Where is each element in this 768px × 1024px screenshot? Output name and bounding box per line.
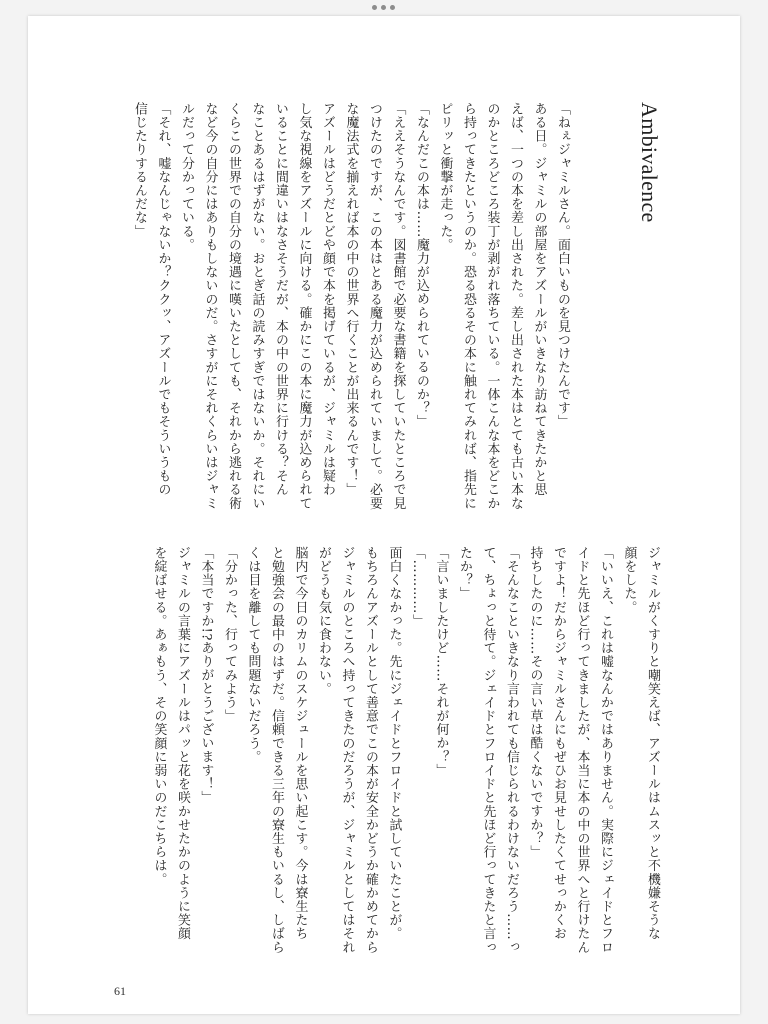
upper-text-block: [114, 102, 574, 522]
text-line: ら持ってきたというのか。恐る恐るその本に触れてみれば、指先に: [461, 102, 476, 510]
text-line: な魔法式を揃えれば本の中の世界へ行くことが出来るんです！」: [343, 102, 359, 497]
text-line: ピリッと衝撃が走った。: [437, 102, 453, 252]
page-indicator-dots: [372, 5, 395, 10]
text-line: など今の自分にはありもしないのだ。さすがにそれくらいはジャミ: [202, 102, 218, 510]
text-line: がどうも気に食わない。: [316, 546, 331, 696]
text-line: たか？」: [457, 546, 472, 601]
text-line: ですよ！だからジャミルさんにもぜひお見せしたくてせっかくお: [551, 546, 566, 941]
text-line: 「…………」: [410, 546, 425, 628]
text-line: 「ええそうなんです。図書館で必要な書籍を探していたところで見: [390, 102, 406, 510]
text-line: ジャミルの言葉にアズールはパッと花を咲かせたかのように笑顔: [175, 546, 190, 941]
text-line: 「それ、嘘なんじゃないか？ククッ、アズールでもそういうもの: [155, 102, 171, 497]
page-number: 61: [114, 984, 126, 998]
book-page: [28, 16, 740, 1014]
text-line: 「言いましたけど……それが何か？」: [433, 546, 449, 778]
text-line: 「そんなこといきなり言われても信じられるわけないだろう……っ: [504, 546, 519, 954]
text-line: 持ちしたのに……その言い草は酷くないですか？」: [527, 546, 543, 859]
text-line: ルだって分かっている。: [179, 102, 194, 252]
text-line: のかところどころ装丁が剥がれ落ちている。一体こんな本をどこか: [484, 102, 500, 510]
text-line: 「分かった、行ってみよう」: [222, 546, 237, 723]
text-line: し気な視線をアズールに向ける。確かにこの本に魔力が込められて: [296, 102, 312, 510]
text-line: 「ねぇジャミルさん。面白いものを見つけたんです」: [555, 102, 570, 429]
text-line: 信じたりするんだな」: [132, 102, 147, 238]
text-line: と勉強会の最中のはずだ。信頼できる三年の寮生もいるし、しばら: [269, 546, 284, 954]
text-line: ジャミルのところへ持ってきたのだろうが、ジャミルとしてはそれ: [339, 546, 355, 954]
text-line: ある日。ジャミルの部屋をアズールがいきなり訪ねてきたかと思: [531, 102, 547, 497]
text-line: を綻ばせる。あぁもう、その笑顔に弱いのだこちらは。: [151, 546, 167, 886]
text-line: 「いいえ、これは嘘なんかではありません。実際にジェイドとフロ: [598, 546, 613, 954]
text-line: イドと先ほど行ってきましたが、本当に本の中の世界へと行けたん: [574, 546, 590, 954]
text-line: 「なんだこの本は……魔力が込められているのか？」: [414, 102, 429, 429]
text-line: えば、一つの本を差し出された。差し出された本はとても古い本な: [508, 102, 523, 510]
lower-text-block: [124, 546, 664, 956]
text-line: 顔をした。: [621, 546, 637, 614]
text-line: くは目を離しても問題ないだろう。: [245, 546, 261, 764]
text-line: 脳内で今日のカリムのスケジュールを思い起こす。今は寮生たち: [292, 546, 308, 941]
text-line: 「本当ですか!?ありがとうございます！」: [198, 546, 214, 805]
text-line: もちろんアズールとして善意でこの本が安全かどうか確かめてから: [363, 546, 378, 954]
text-line: アズールはどうだとどや顔で本を掲げているが、ジャミルは疑わ: [320, 102, 335, 497]
text-line: ジャミルがくすりと嘲笑えば、アズールはムスッと不機嫌そうな: [645, 546, 660, 941]
text-line: 面白くなかった。先にジェイドとフロイドと試していたことが。: [386, 546, 402, 941]
text-line: つけたのですが、この本はとある魔力が込められていまして。必要: [367, 102, 382, 510]
text-line: て、ちょっと待て。ジェイドとフロイドと先ほど行ってきたと言っ: [480, 546, 496, 954]
chapter-title: Ambivalence: [637, 102, 662, 223]
text-line: くらこの世界での自分の境遇に嘆いたとしても、それから逃れる術: [226, 102, 241, 510]
text-line: いることに間違いはなさそうだが、本の中の世界に行ける？そん: [273, 102, 288, 497]
text-line: なことあるはずがない。おとぎ話の読みすぎではないか。それにい: [249, 102, 265, 510]
